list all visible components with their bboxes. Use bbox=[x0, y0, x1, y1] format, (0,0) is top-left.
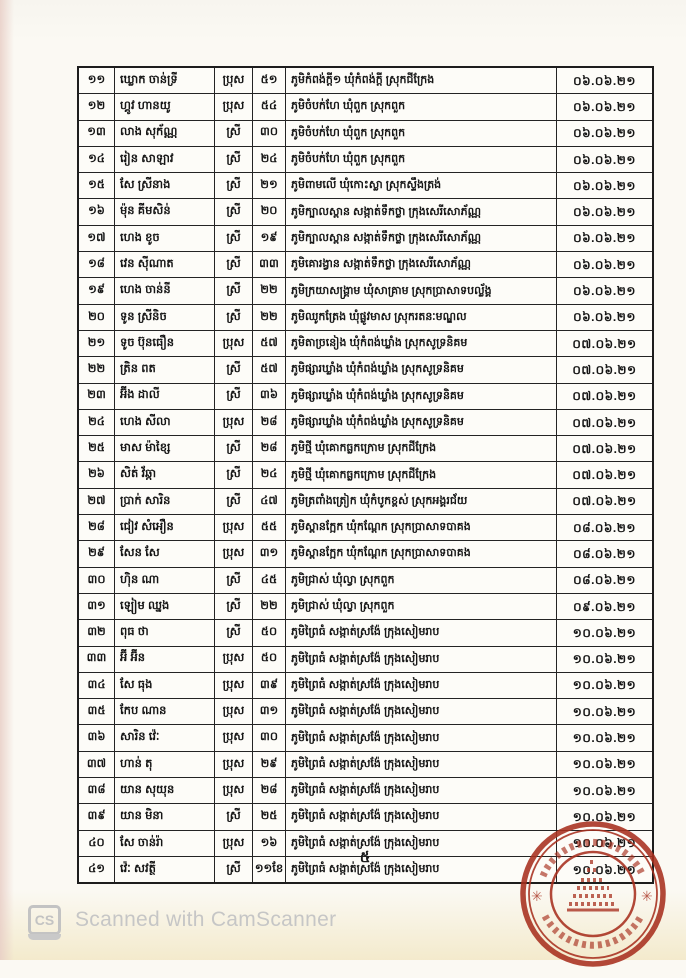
cell-date: ១០.០៦.២១ bbox=[572, 652, 637, 667]
cell-sex: ស្រី bbox=[215, 226, 253, 251]
cell-no: ៤១ bbox=[79, 857, 115, 882]
cell-no: ៣១ bbox=[79, 594, 115, 619]
cell-name: យាន សុយុន bbox=[115, 778, 215, 803]
cell-age: ៣០ bbox=[253, 121, 286, 146]
cell-sex: ស្រី bbox=[215, 857, 253, 882]
cell-age: ២២ bbox=[253, 305, 286, 330]
table-row bbox=[79, 226, 652, 252]
table-row bbox=[79, 752, 652, 778]
table-row bbox=[79, 699, 652, 725]
cell-address: ភូមិព្រៃធំ សង្កាត់ស្រង៉ែ ក្រុងសៀមរាប bbox=[286, 673, 557, 698]
cell-date: ១០.០៦.២១ bbox=[572, 625, 637, 640]
cell-name: ឃ្លោក ចាន់ទ្រី bbox=[115, 68, 215, 93]
cell-address: ភូមិព្រៃធំ សង្កាត់ស្រង៉ែ ក្រុងសៀមរាប bbox=[286, 620, 557, 645]
cell-age: ២០ bbox=[253, 199, 286, 224]
cell-name: អ៊ីង ដាលី bbox=[115, 384, 215, 409]
cell-no: ៣៦ bbox=[79, 725, 115, 750]
cell-no: ១២ bbox=[79, 94, 115, 119]
cell-sex: ប្រុស bbox=[215, 68, 253, 93]
cell-no: ២៧ bbox=[79, 489, 115, 514]
cell-no: ៣៣ bbox=[79, 647, 115, 672]
camscanner-footer bbox=[28, 905, 336, 935]
table-row bbox=[79, 489, 652, 515]
cell-date: ១០.០៦.២១ bbox=[572, 678, 637, 693]
cell-date: ០៦.០៦.២១ bbox=[573, 178, 636, 193]
table-row bbox=[79, 173, 652, 199]
cell-address: ភូមិក្រយាសង្គ្រាម ឃុំសាគ្រាម ស្រុកប្រាសាទបល្ល័ង្គ bbox=[286, 278, 557, 303]
cell-name: ទូន ស្រីនិច bbox=[115, 305, 215, 330]
table-row bbox=[79, 121, 652, 147]
table-row bbox=[79, 94, 652, 120]
table-row bbox=[79, 252, 652, 278]
table-row bbox=[79, 673, 652, 699]
cell-age: ២២ bbox=[253, 594, 286, 619]
cell-address: ភូមិគោរង្វាន សង្កាត់ទឹកថ្លា ក្រុងសេរីសោភ័ណ្ណ bbox=[286, 252, 557, 277]
cell-no: ១៥ bbox=[79, 173, 115, 198]
cell-no: ៣៨ bbox=[79, 778, 115, 803]
cell-name: សែ ចាន់រ៉ា bbox=[115, 831, 215, 856]
table-row bbox=[79, 199, 652, 225]
cell-date: ០៩.០៦.២១ bbox=[573, 599, 636, 614]
cell-sex: ប្រុស bbox=[215, 752, 253, 777]
cell-address: ភូមិជ្រាស់ ឃុំល្វា ស្រុកពួក bbox=[286, 568, 557, 593]
cell-name: ហាន់ តុ bbox=[115, 752, 215, 777]
cell-sex: ស្រី bbox=[215, 804, 253, 829]
cell-date: ០៧.០៦.២១ bbox=[572, 415, 637, 430]
cell-no: ១៤ bbox=[79, 147, 115, 172]
cell-age: ៤៥ bbox=[253, 568, 286, 593]
cell-no: ៣០ bbox=[79, 568, 115, 593]
cell-age: ៥០ bbox=[253, 620, 286, 645]
cell-no: ៣៧ bbox=[79, 752, 115, 777]
table-row bbox=[79, 568, 652, 594]
cell-no: ៤០ bbox=[79, 831, 115, 856]
official-stamp-seal bbox=[507, 806, 679, 978]
cell-date: ១០.០៦.២១ bbox=[572, 862, 637, 877]
cell-no: ២៩ bbox=[79, 541, 115, 566]
cell-age: ៥០ bbox=[253, 647, 286, 672]
cell-address: ភូមិចំបក់ហែ ឃុំពួក ស្រុកពួក bbox=[286, 147, 557, 172]
cell-address: ភូមិព្រៃធំ សង្កាត់ស្រង៉ែ ក្រុងសៀមរាប bbox=[286, 778, 557, 803]
cell-address: ភូមិកំពង់ក្ដី១ ឃុំកំពង់ក្ដី ស្រុកជីក្រែង bbox=[286, 68, 557, 93]
cell-no: ៣៥ bbox=[79, 699, 115, 724]
cell-age: ២២ bbox=[253, 278, 286, 303]
stamp-star-right-icon: ✳ bbox=[641, 888, 653, 904]
cell-address: ភូមិស្ពានក្អែក ឃុំកណ្ដែក ស្រុកប្រាសាទបាគង bbox=[286, 541, 557, 566]
table-row bbox=[79, 647, 652, 673]
table-row bbox=[79, 384, 652, 410]
cell-address: ភូមិផ្សារឃ្លាំង ឃុំកំពង់ឃ្លាំង ស្រុកសូទ្រនិគម bbox=[286, 384, 557, 409]
table-row bbox=[79, 68, 652, 94]
cell-age: ៥៧ bbox=[253, 357, 286, 382]
cell-address: ភូមិព្រៃធំ សង្កាត់ស្រង៉ែ ក្រុងសៀមរាប bbox=[286, 699, 557, 724]
cell-name: សែ ស្រីនាង bbox=[115, 173, 215, 198]
cell-name: ឡៀម ឈ្នង bbox=[115, 594, 215, 619]
cell-sex: ប្រុស bbox=[215, 699, 253, 724]
cell-name: ហ្គូវ ហានយូ bbox=[115, 94, 215, 119]
cell-address: ភូមិព្រៃធំ សង្កាត់ស្រង៉ែ ក្រុងសៀមរាប bbox=[286, 804, 557, 829]
cell-date: ០៧.០៦.២១ bbox=[572, 468, 637, 483]
cell-name: មាស ម៉ាខ្សៃ bbox=[115, 436, 215, 461]
cell-address: ភូមិចំបក់ហែ ឃុំពួក ស្រុកពួក bbox=[286, 121, 557, 146]
cell-address: ភូមិថ្មី ឃុំគោកធ្លកក្រោម ស្រុកជីក្រែង bbox=[286, 436, 557, 461]
register-table bbox=[77, 66, 654, 884]
cell-name: ម៉ុន គីមសិន់ bbox=[115, 199, 215, 224]
cell-age: ២៤ bbox=[253, 462, 286, 487]
cell-date: ០៨.០៦.២១ bbox=[573, 520, 636, 535]
table-row bbox=[79, 515, 652, 541]
cell-sex: ស្រី bbox=[215, 278, 253, 303]
cell-no: ១៧ bbox=[79, 226, 115, 251]
cell-date: ០៦.០៦.២១ bbox=[573, 126, 636, 141]
cell-name: យាន មិនា bbox=[115, 804, 215, 829]
cell-date: ០៦.០៦.២១ bbox=[573, 99, 636, 114]
cell-age: ២៤ bbox=[253, 147, 286, 172]
cell-name: វេន ស៊ីណាត bbox=[115, 252, 215, 277]
cell-age: ១១ខែ bbox=[253, 857, 286, 882]
cell-name: សារិន វ៉េៈ bbox=[115, 725, 215, 750]
cell-no: ១៨ bbox=[79, 252, 115, 277]
cell-age: ៣១ bbox=[253, 699, 286, 724]
cell-address: ភូមិក្បាលស្ពាន សង្កាត់ទឹកថ្លា ក្រុងសេរីសោភ័ណ្ណ bbox=[286, 226, 557, 251]
cell-date: ០៧.០៦.២១ bbox=[572, 441, 637, 456]
cell-name: ជៀវ សំអឿន bbox=[115, 515, 215, 540]
cell-age: ៣៣ bbox=[253, 252, 286, 277]
cell-address: ភូមិព្រៃធំ សង្កាត់ស្រង៉ែ ក្រុងសៀមរាប bbox=[286, 752, 557, 777]
cell-date: ០៦.០៦.២១ bbox=[573, 152, 636, 167]
cell-sex: ប្រុស bbox=[215, 673, 253, 698]
cell-address: ភូមិជ្រាស់ ឃុំល្វា ស្រុកពួក bbox=[286, 594, 557, 619]
cell-sex: ស្រី bbox=[215, 173, 253, 198]
cell-sex: ស្រី bbox=[215, 121, 253, 146]
cell-age: ២៨ bbox=[253, 778, 286, 803]
cell-age: ២៨ bbox=[253, 410, 286, 435]
cell-address: ភូមិព្រៃធំ សង្កាត់ស្រង៉ែ ក្រុងសៀមរាប bbox=[286, 647, 557, 672]
cell-age: ៥៤ bbox=[253, 94, 286, 119]
cell-sex: ស្រី bbox=[215, 462, 253, 487]
table-row bbox=[79, 778, 652, 804]
cell-name: ពុធ ថា bbox=[115, 620, 215, 645]
cell-no: ១៩ bbox=[79, 278, 115, 303]
camscanner-logo-icon: CS bbox=[28, 905, 61, 935]
cell-no: ២១ bbox=[79, 331, 115, 356]
cell-sex: ស្រី bbox=[215, 436, 253, 461]
cell-sex: ប្រុស bbox=[215, 94, 253, 119]
cell-age: ២៥ bbox=[253, 804, 286, 829]
cell-sex: ប្រុស bbox=[215, 541, 253, 566]
stamp-star-left-icon: ✳ bbox=[531, 888, 543, 904]
table-row bbox=[79, 594, 652, 620]
cell-no: ៣៩ bbox=[79, 804, 115, 829]
cell-address: ភូមិព្រៃធំ សង្កាត់ស្រង៉ែ ក្រុងសៀមរាប bbox=[286, 857, 557, 882]
cell-address: ភូមិពាមលើ ឃុំកោះស្លា ស្រុកស្ទឹងត្រង់ bbox=[286, 173, 557, 198]
cell-address: ភូមិថ្មី ឃុំគោកធ្លកក្រោម ស្រុកជីក្រែង bbox=[286, 462, 557, 487]
cell-name: ប្រាក់ សារិន bbox=[115, 489, 215, 514]
cell-no: ២៦ bbox=[79, 462, 115, 487]
table-row bbox=[79, 331, 652, 357]
cell-name: លាង សុក័ណ្ណ bbox=[115, 121, 215, 146]
table-row bbox=[79, 357, 652, 383]
cell-name: រៀន សាឡាវ bbox=[115, 147, 215, 172]
cell-name: សែន សែ bbox=[115, 541, 215, 566]
cell-no: ៣៤ bbox=[79, 673, 115, 698]
cell-age: ៥១ bbox=[253, 68, 286, 93]
cell-address: ភូមិតាច្រនៀង ឃុំកំពង់ឃ្លាំង ស្រុកសូទ្រនិគម bbox=[286, 331, 557, 356]
cell-name: សែ ធុង bbox=[115, 673, 215, 698]
cell-name: ហ៊ិន ណា bbox=[115, 568, 215, 593]
cell-no: ២៥ bbox=[79, 436, 115, 461]
cell-address: ភូមិចំបក់ហែ ឃុំពួក ស្រុកពួក bbox=[286, 94, 557, 119]
cell-sex: ស្រី bbox=[215, 568, 253, 593]
table-row bbox=[79, 147, 652, 173]
cell-age: ៥៧ bbox=[253, 331, 286, 356]
cell-date: ០៦.០៦.២១ bbox=[573, 310, 636, 325]
register-table-body bbox=[79, 68, 652, 882]
cell-no: ១៣ bbox=[79, 121, 115, 146]
cell-date: ០៦.០៦.២១ bbox=[573, 205, 636, 220]
cell-no: ២០ bbox=[79, 305, 115, 330]
cell-date: ១០.០៦.២១ bbox=[572, 809, 637, 824]
cell-age: ១៦ bbox=[253, 831, 286, 856]
cell-no: ១៦ bbox=[79, 199, 115, 224]
cell-address: ភូមិត្រពាំងត្រៀក ឃុំកំបូកខ្ពស់ ស្រុកអង្គរជ័យ bbox=[286, 489, 557, 514]
cell-sex: ប្រុស bbox=[215, 725, 253, 750]
table-row bbox=[79, 725, 652, 751]
camscanner-footer-text: Scanned with CamScanner bbox=[75, 908, 337, 931]
cell-age: ១៩ bbox=[253, 226, 286, 251]
cell-age: ៣៦ bbox=[253, 384, 286, 409]
cell-age: ២១ bbox=[253, 173, 286, 198]
cell-name: ត្រិន ពត bbox=[115, 357, 215, 382]
table-row bbox=[79, 620, 652, 646]
cell-date: ១០.០៦.២១ bbox=[572, 783, 637, 798]
cell-sex: ស្រី bbox=[215, 252, 253, 277]
cell-date: ០៨.០៦.២១ bbox=[573, 546, 636, 561]
cell-date: ១០.០៦.២១ bbox=[572, 704, 637, 719]
cell-date: ១០.០៦.២១ bbox=[572, 836, 637, 851]
table-row bbox=[79, 436, 652, 462]
cell-sex: ប្រុស bbox=[215, 831, 253, 856]
cell-date: ០៦.០៦.២១ bbox=[573, 73, 636, 88]
cell-age: ៣៩ bbox=[253, 673, 286, 698]
cell-address: ភូមិក្បាលស្ពាន សង្កាត់ទឹកថ្លា ក្រុងសេរីសោភ័ណ្ណ bbox=[286, 199, 557, 224]
cell-address: ភូមិព្រៃធំ សង្កាត់ស្រង៉ែ ក្រុងសៀមរាប bbox=[286, 725, 557, 750]
cell-age: ៤៧ bbox=[253, 489, 286, 514]
cell-date: ០៧.០៦.២១ bbox=[572, 494, 637, 509]
cell-date: ០៧.០៦.២១ bbox=[572, 362, 637, 377]
cell-age: ៥៥ bbox=[253, 515, 286, 540]
cell-sex: ស្រី bbox=[215, 620, 253, 645]
cell-sex: ប្រុស bbox=[215, 331, 253, 356]
cell-date: ០៧.០៦.២១ bbox=[572, 336, 637, 351]
cell-name: អ៊ី អ៊ីន bbox=[115, 647, 215, 672]
cell-name: កែប ណាន bbox=[115, 699, 215, 724]
table-row bbox=[79, 462, 652, 488]
cell-no: ២២ bbox=[79, 357, 115, 382]
cell-no: ២៤ bbox=[79, 410, 115, 435]
cell-age: ៣០ bbox=[253, 725, 286, 750]
cell-name: ទូច ប៊ុនធឿន bbox=[115, 331, 215, 356]
cell-no: ១១ bbox=[79, 68, 115, 93]
cell-sex: ស្រី bbox=[215, 594, 253, 619]
cell-sex: ស្រី bbox=[215, 305, 253, 330]
cell-sex: ស្រី bbox=[215, 147, 253, 172]
cell-no: ២៣ bbox=[79, 384, 115, 409]
cell-age: ២៨ bbox=[253, 436, 286, 461]
cell-name: ហេង ចាន់នី bbox=[115, 278, 215, 303]
cell-sex: ស្រី bbox=[215, 384, 253, 409]
table-row bbox=[79, 278, 652, 304]
cell-age: ២៩ bbox=[253, 752, 286, 777]
cell-address: ភូមិស្ពានក្អែក ឃុំកណ្ដែក ស្រុកប្រាសាទបាគង bbox=[286, 515, 557, 540]
page-number: ៥ bbox=[359, 849, 371, 866]
cell-sex: ស្រី bbox=[215, 199, 253, 224]
cell-date: ០៦.០៦.២១ bbox=[573, 284, 636, 299]
cell-date: ១០.០៦.២១ bbox=[572, 731, 637, 746]
cell-name: សិត់ វ័ឆ្កា bbox=[115, 462, 215, 487]
table-row bbox=[79, 541, 652, 567]
cell-address: ភូមិផ្សារឃ្លាំង ឃុំកំពង់ឃ្លាំង ស្រុកសូទ្រនិគម bbox=[286, 410, 557, 435]
cell-sex: ស្រី bbox=[215, 489, 253, 514]
cell-name: វ៉េៈ សវត្ថី bbox=[115, 857, 215, 882]
cell-date: ០៦.០៦.២១ bbox=[573, 257, 636, 272]
cell-date: ០៧.០៦.២១ bbox=[572, 389, 637, 404]
cell-sex: ស្រី bbox=[215, 357, 253, 382]
cell-address: ភូមិផ្សារឃ្លាំង ឃុំកំពង់ឃ្លាំង ស្រុកសូទ្រនិគម bbox=[286, 357, 557, 382]
cell-age: ៣១ bbox=[253, 541, 286, 566]
cell-date: ០៦.០៦.២១ bbox=[573, 231, 636, 246]
table-row bbox=[79, 410, 652, 436]
cell-name: ហេង ខូច bbox=[115, 226, 215, 251]
cell-no: ២៨ bbox=[79, 515, 115, 540]
cell-sex: ប្រុស bbox=[215, 778, 253, 803]
cell-sex: ប្រុស bbox=[215, 410, 253, 435]
cell-name: ហេង សីលា bbox=[115, 410, 215, 435]
cell-no: ៣២ bbox=[79, 620, 115, 645]
cell-address: ភូមិឈូកត្រែង ឃុំផ្លូវមាស ស្រុករតនៈមណ្ឌល bbox=[286, 305, 557, 330]
cell-date: ១០.០៦.២១ bbox=[572, 757, 637, 772]
table-row bbox=[79, 305, 652, 331]
cell-date: ០៨.០៦.២១ bbox=[573, 573, 636, 588]
cell-address: ភូមិព្រៃធំ សង្កាត់ស្រង៉ែ ក្រុងសៀមរាប bbox=[286, 831, 557, 856]
cell-sex: ប្រុស bbox=[215, 647, 253, 672]
cell-sex: ប្រុស bbox=[215, 515, 253, 540]
